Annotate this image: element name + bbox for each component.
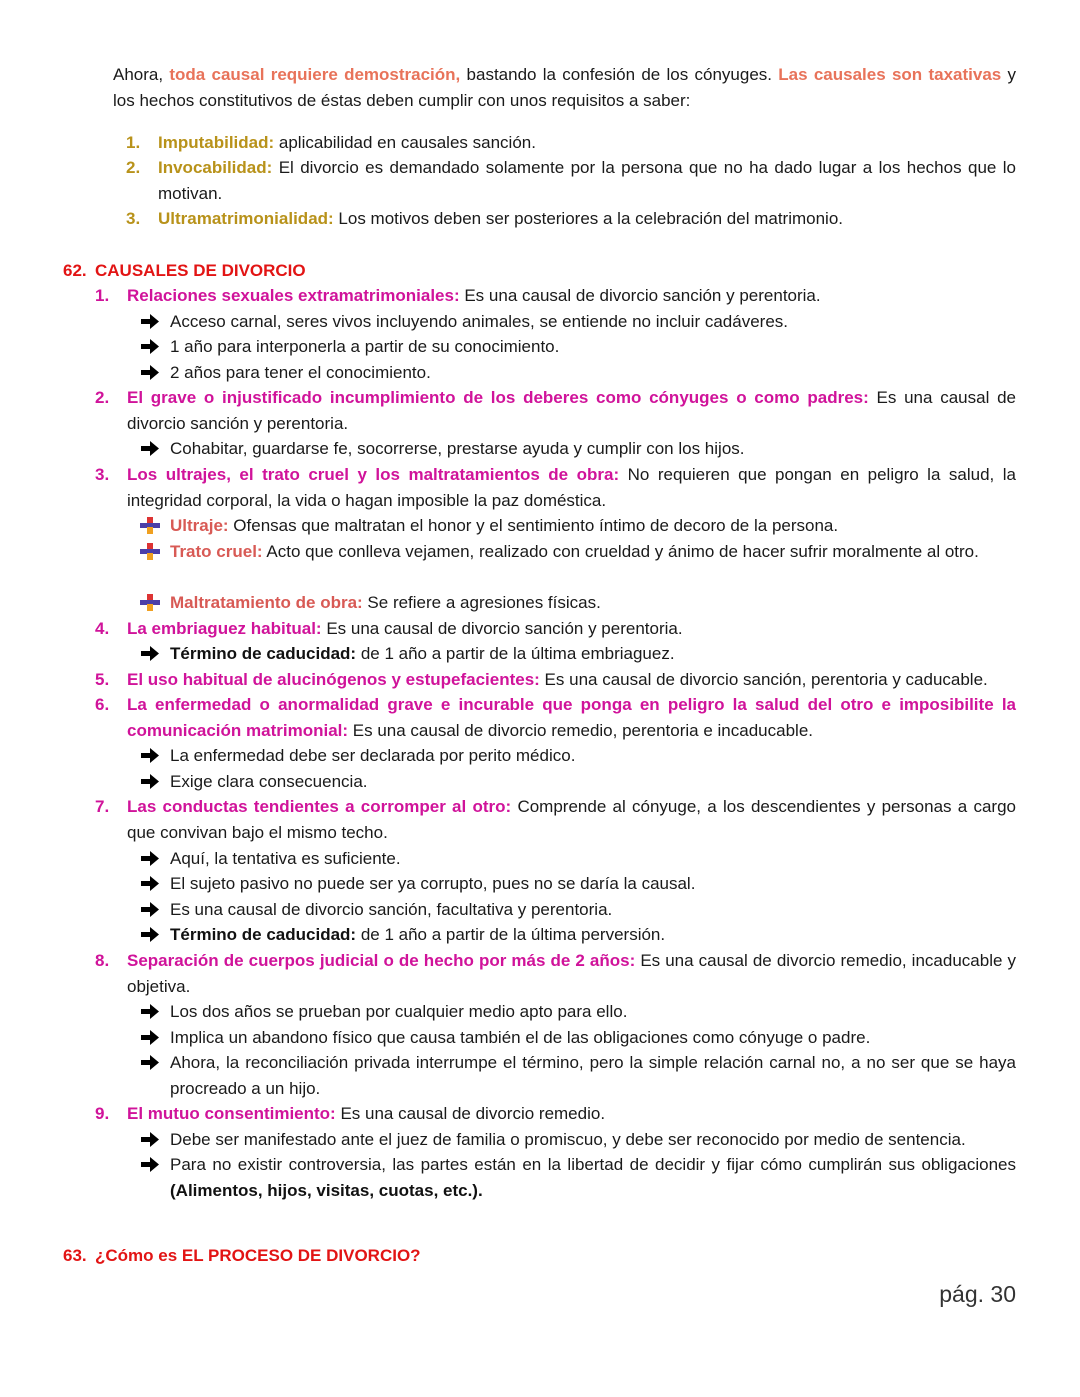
sub-item-label: Ultraje: xyxy=(170,516,229,535)
causal-item xyxy=(127,462,1016,513)
causal-number: 8. xyxy=(95,951,110,970)
causal-text: Es una causal de divorcio sanción, perentoria y caducable. xyxy=(539,670,988,689)
right-arrow-icon xyxy=(138,309,162,334)
requisito-label: Ultramatrimonialidad: xyxy=(158,209,334,228)
causal-label: Los ultrajes, el trato cruel y los maltratamientos de obra: xyxy=(127,465,620,484)
bullet-text: Es una causal de divorcio sanción, facultativa y perentoria. xyxy=(170,900,613,919)
requisito-number: 3. xyxy=(126,209,141,228)
intro-text: Ahora, xyxy=(113,65,170,84)
bullet-text: Acceso carnal, seres vivos incluyendo animales, se entiende no incluir cadáveres. xyxy=(170,312,788,331)
causal-label: Separación de cuerpos judicial o de hecho por más de 2 años: xyxy=(127,951,636,970)
sub-item-label: Trato cruel: xyxy=(170,542,263,561)
causal-number: 4. xyxy=(95,619,110,638)
section-number: 62. xyxy=(63,261,87,280)
causal-text: Es una causal de divorcio remedio, perentoria e incaducable. xyxy=(348,720,813,740)
sub-item xyxy=(170,513,1016,539)
bullet-text: El sujeto pasivo no puede ser ya corrupto, pues no se daría la causal. xyxy=(170,874,696,893)
causal-number: 9. xyxy=(95,1104,110,1123)
requisito-text: aplicabilidad en causales sanción. xyxy=(274,133,536,152)
causal-label: Las conductas tendientes a corromper al otro: xyxy=(127,797,512,816)
requisito-label: Invocabilidad: xyxy=(158,158,273,177)
causal-label: La enfermedad o anormalidad grave e incurable que ponga en peligro la salud del otro e imposibilite la comunicación matrimonial: xyxy=(127,695,1016,740)
multicolor-plus-bullet-icon xyxy=(138,539,162,564)
right-arrow-icon xyxy=(138,1152,162,1177)
bullet-text: Exige clara consecuencia. xyxy=(170,772,368,791)
right-arrow-icon xyxy=(138,1025,162,1050)
causal-number: 7. xyxy=(95,797,110,816)
bullet-detail: de 1 año a partir de la última embriaguez. xyxy=(356,644,675,663)
multicolor-plus-bullet-icon xyxy=(138,590,162,615)
causal-text: Comprende al cónyuge, a los descendientes y personas a cargo que convivan bajo el mismo techo. xyxy=(127,797,1016,842)
causal-number: 2. xyxy=(95,388,110,407)
bullet-text xyxy=(170,1152,1016,1203)
causal-item xyxy=(127,1101,1016,1127)
intro-highlight-demostracion: toda causal requiere demostración, xyxy=(169,65,461,84)
requisito-item xyxy=(158,206,1016,232)
requisito-item xyxy=(158,130,1016,156)
causal-number: 6. xyxy=(95,695,110,714)
bullet-text: Aquí, la tentativa es suficiente. xyxy=(170,849,401,868)
causal-item xyxy=(127,616,1016,642)
right-arrow-icon xyxy=(138,436,162,461)
requisito-number: 2. xyxy=(126,158,141,177)
section-heading-62 xyxy=(63,258,306,284)
causal-label: El uso habitual de alucinógenos y estupefacientes: xyxy=(127,670,540,689)
causal-item xyxy=(127,948,1016,999)
causal-number: 1. xyxy=(95,286,110,305)
section-title: ¿Cómo es EL PROCESO DE DIVORCIO? xyxy=(95,1246,421,1265)
bullet-detail: de 1 año a partir de la última perversión. xyxy=(356,925,666,944)
bullet-label: Término de caducidad: xyxy=(170,925,357,944)
bullet-text: 2 años para tener el conocimiento. xyxy=(170,363,431,382)
causal-item xyxy=(127,692,1016,743)
causal-label: El mutuo consentimiento: xyxy=(127,1104,336,1123)
causal-number: 5. xyxy=(95,670,110,689)
causal-text: Es una causal de divorcio sanción y perentoria. xyxy=(127,388,1016,433)
sub-item-text: Se refiere a agresiones físicas. xyxy=(362,593,601,612)
page-number: pág. 30 xyxy=(939,1281,1016,1307)
right-arrow-icon xyxy=(138,360,162,385)
causal-item xyxy=(127,385,1016,436)
causal-text: Es una causal de divorcio sanción y perentoria. xyxy=(321,619,683,638)
bullet-text: Debe ser manifestado ante el juez de familia o promiscuo, y debe ser reconocido por medio de sentencia. xyxy=(170,1130,966,1149)
causal-item xyxy=(127,283,1016,309)
causal-label: La embriaguez habitual: xyxy=(127,619,322,638)
right-arrow-icon xyxy=(138,1050,162,1075)
right-arrow-icon xyxy=(138,641,162,666)
sub-item-label: Maltratamiento de obra: xyxy=(170,593,363,612)
bullet-label: Término de caducidad: xyxy=(170,644,357,663)
right-arrow-icon xyxy=(138,871,162,896)
causal-text: Es una causal de divorcio remedio, incaducable y objetiva. xyxy=(127,951,1016,996)
right-arrow-icon xyxy=(138,999,162,1024)
section-number: 63. xyxy=(63,1246,87,1265)
right-arrow-icon xyxy=(138,769,162,794)
right-arrow-icon xyxy=(138,334,162,359)
bullet-text: Ahora, la reconciliación privada interrumpe el término, pero la simple relación carnal no, a no ser que se haya procreado a un hijo. xyxy=(170,1053,1016,1098)
sub-item xyxy=(170,539,1016,565)
intro-text: bastando la confesión de los cónyuges. xyxy=(460,65,779,84)
causal-text: Es una causal de divorcio sanción y perentoria. xyxy=(459,286,821,305)
bullet-text xyxy=(170,641,1016,667)
requisito-number: 1. xyxy=(126,133,141,152)
bullet-text: 1 año para interponerla a partir de su conocimiento. xyxy=(170,337,560,356)
bullet-detail: Para no existir controversia, las partes están en la libertad de decidir y fijar cómo cumplirán sus obligaciones xyxy=(170,1155,1016,1174)
causal-item xyxy=(127,794,1016,845)
right-arrow-icon xyxy=(138,897,162,922)
sub-item xyxy=(170,590,1016,616)
requisito-item xyxy=(158,155,1016,206)
sub-item-text: Ofensas que maltratan el honor y el sentimiento íntimo de decoro de la persona. xyxy=(228,516,839,535)
right-arrow-icon xyxy=(138,1127,162,1152)
bullet-text: Implica un abandono físico que causa también el de las obligaciones como cónyuge o padre. xyxy=(170,1028,871,1047)
bullet-text: Los dos años se prueban por cualquier medio apto para ello. xyxy=(170,1002,628,1021)
causal-label: Relaciones sexuales extramatrimoniales: xyxy=(127,286,460,305)
right-arrow-icon xyxy=(138,922,162,947)
right-arrow-icon xyxy=(138,743,162,768)
multicolor-plus-bullet-icon xyxy=(138,513,162,538)
causal-text: No requieren que pongan en peligro la salud, la integridad corporal, la vida o hagan imposible la paz doméstica. xyxy=(127,465,1016,510)
sub-item-text: Acto que conlleva vejamen, realizado con crueldad y ánimo de hacer sufrir moralmente al otro. xyxy=(262,542,979,561)
causal-label: El grave o injustificado incumplimiento de los deberes como cónyuges o como padres: xyxy=(127,388,869,407)
causal-item xyxy=(127,667,1016,693)
right-arrow-icon xyxy=(138,846,162,871)
bullet-text: Cohabitar, guardarse fe, socorrerse, prestarse ayuda y cumplir con los hijos. xyxy=(170,439,745,458)
section-heading-63 xyxy=(63,1243,421,1269)
bullet-bold-detail: (Alimentos, hijos, visitas, cuotas, etc.). xyxy=(170,1180,483,1200)
bullet-text: La enfermedad debe ser declarada por perito médico. xyxy=(170,746,576,765)
requisito-text: Los motivos deben ser posteriores a la celebración del matrimonio. xyxy=(333,209,844,228)
section-title: CAUSALES DE DIVORCIO xyxy=(95,261,306,280)
intro-paragraph xyxy=(113,62,1016,113)
requisito-text: El divorcio es demandado solamente por la persona que no ha dado lugar a los hechos que lo motivan. xyxy=(158,158,1016,203)
causal-text: Es una causal de divorcio remedio. xyxy=(335,1104,606,1123)
causal-number: 3. xyxy=(95,465,110,484)
intro-highlight-taxativas: Las causales son taxativas xyxy=(778,65,1002,84)
intro-text: y los hechos constitutivos de éstas deben cumplir con unos requisitos a saber: xyxy=(113,65,1017,110)
bullet-text xyxy=(170,922,1016,948)
requisito-label: Imputabilidad: xyxy=(158,133,275,152)
